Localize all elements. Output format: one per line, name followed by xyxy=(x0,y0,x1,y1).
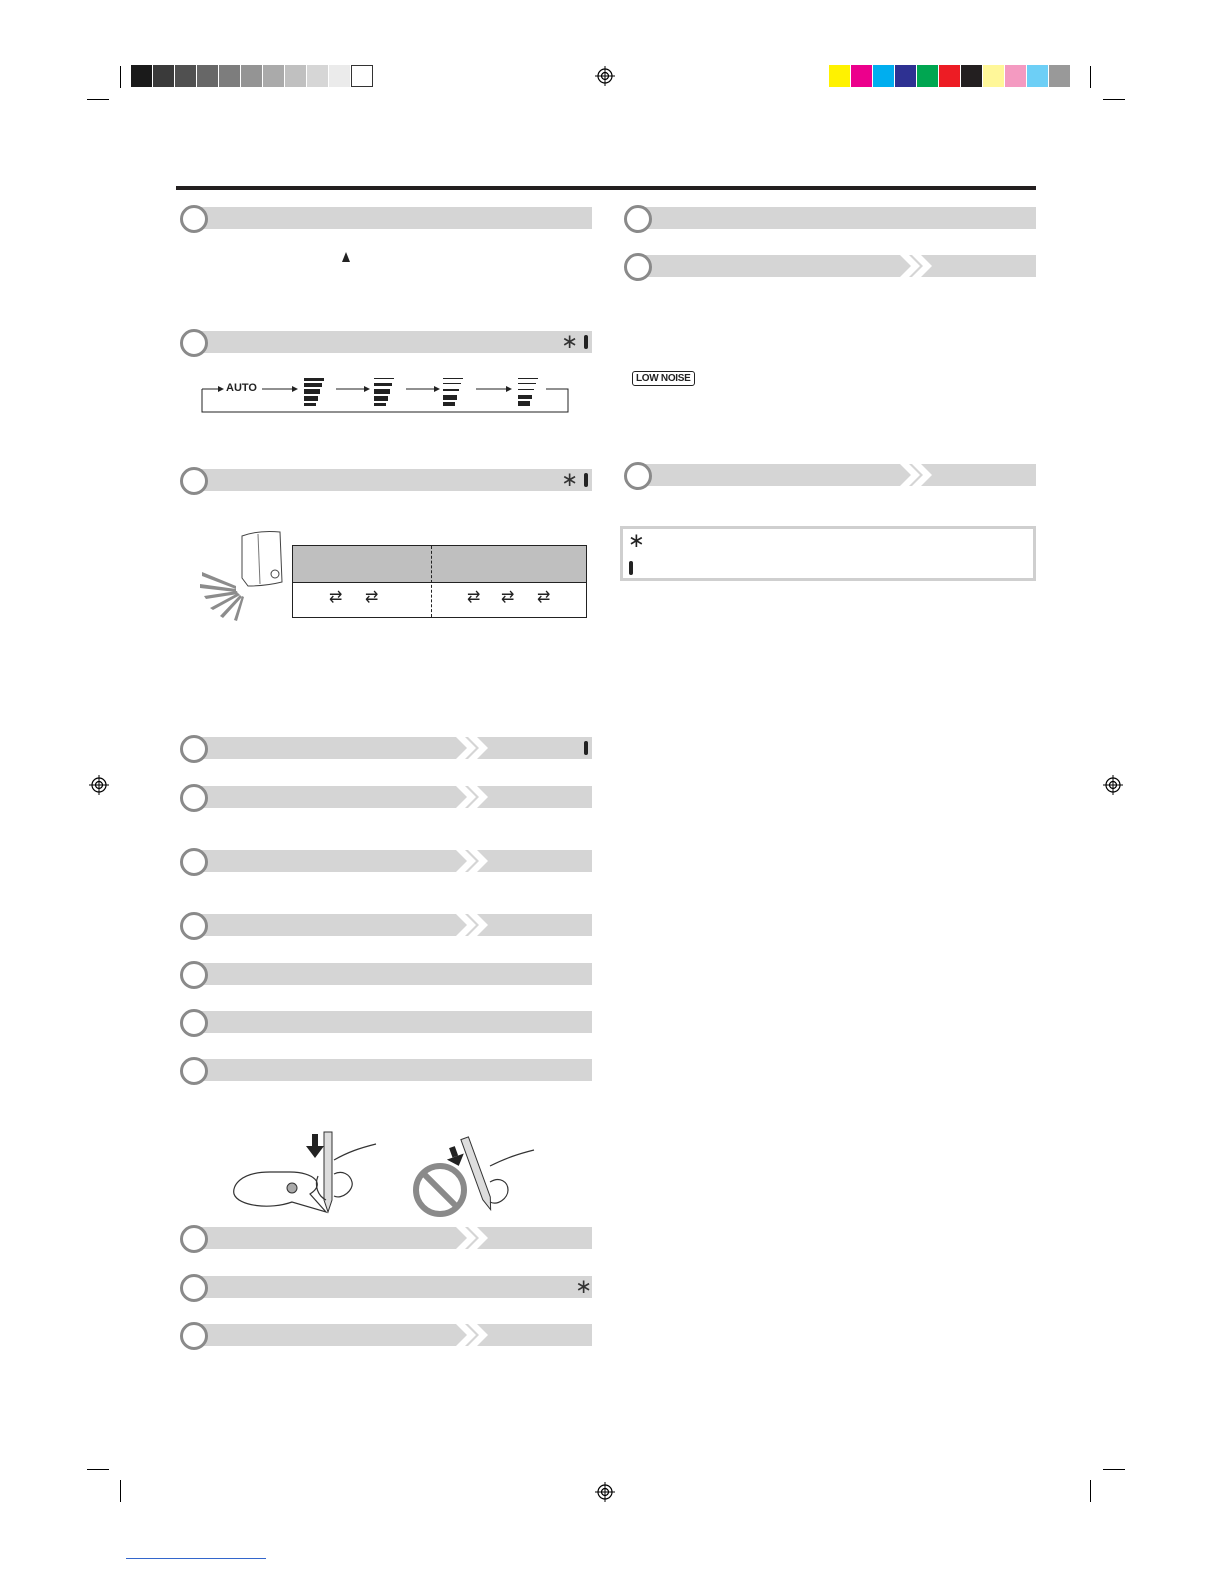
section-bullet-icon xyxy=(180,205,208,233)
color-swatch xyxy=(873,65,895,87)
asterisk-icon: ∗ xyxy=(628,530,645,552)
crop-mark xyxy=(120,66,121,88)
crop-mark xyxy=(120,1480,121,1502)
section-header xyxy=(180,963,592,985)
color-swatch xyxy=(153,65,175,87)
section-header xyxy=(180,1227,592,1249)
section-header xyxy=(180,914,592,936)
color-swatch xyxy=(351,65,373,87)
color-swatch xyxy=(131,65,153,87)
swap-arrow-icon: ⇄ xyxy=(467,589,481,606)
chevron-right-icon xyxy=(456,914,496,936)
crop-mark xyxy=(87,99,109,100)
section-header xyxy=(180,786,592,808)
section-header xyxy=(624,464,1036,486)
swap-arrow-icon: ⇄ xyxy=(501,589,515,606)
section-bullet-icon xyxy=(180,848,208,876)
registration-mark-icon xyxy=(595,66,615,86)
crop-mark xyxy=(1103,1469,1125,1470)
low-noise-badge: LOW NOISE xyxy=(632,371,695,386)
indoor-unit-louver-illustration xyxy=(196,528,288,622)
section-header xyxy=(180,737,592,759)
asterisk-icon: ∗ xyxy=(561,331,578,353)
chevron-right-icon xyxy=(900,464,940,486)
color-swatch xyxy=(241,65,263,87)
section-bullet-icon xyxy=(180,1057,208,1085)
chevron-right-icon xyxy=(900,255,940,277)
section-bullet-icon xyxy=(624,253,652,281)
fan-level-2-icon xyxy=(443,378,463,406)
swap-arrow-icon: ⇄ xyxy=(329,589,343,606)
page-top-rule xyxy=(176,186,1036,190)
color-swatch xyxy=(285,65,307,87)
section-header xyxy=(624,255,1036,277)
section-bullet-icon xyxy=(180,467,208,495)
section-bullet-icon xyxy=(180,784,208,812)
color-swatch xyxy=(219,65,241,87)
color-swatch xyxy=(307,65,329,87)
section-header xyxy=(180,1324,592,1346)
airflow-direction-table xyxy=(292,545,587,618)
color-swatch xyxy=(263,65,285,87)
indicator-pill-icon xyxy=(584,473,588,487)
color-swatch xyxy=(895,65,917,87)
swap-arrow-icon: ⇄ xyxy=(365,589,379,606)
section-header-airflow-direction xyxy=(180,469,592,491)
chevron-right-icon xyxy=(456,786,496,808)
crop-mark xyxy=(1090,1480,1091,1502)
fan-auto-label: AUTO xyxy=(226,382,257,394)
color-swatch xyxy=(197,65,219,87)
color-swatch xyxy=(917,65,939,87)
section-bullet-icon xyxy=(624,205,652,233)
color-swatch xyxy=(1027,65,1049,87)
fan-level-1-icon xyxy=(518,378,538,406)
color-swatch xyxy=(1005,65,1027,87)
up-triangle-icon xyxy=(342,252,350,262)
notes-box xyxy=(620,526,1036,581)
indicator-pill-icon xyxy=(584,741,588,755)
section-bullet-icon xyxy=(180,961,208,989)
asterisk-icon: ∗ xyxy=(575,1276,592,1298)
chevron-right-icon xyxy=(456,1324,496,1346)
section-bullet-icon xyxy=(180,735,208,763)
prohibited-pen-illustration xyxy=(410,1136,540,1220)
section-header-fan-speed xyxy=(180,331,592,353)
registration-mark-icon xyxy=(1103,775,1123,795)
registration-mark-icon xyxy=(89,775,109,795)
color-swatch xyxy=(961,65,983,87)
chevron-right-icon xyxy=(456,1227,496,1249)
fan-level-3-icon xyxy=(374,378,394,406)
registration-mark-icon xyxy=(595,1482,615,1502)
section-bullet-icon xyxy=(624,462,652,490)
swap-arrow-icon: ⇄ xyxy=(537,589,551,606)
section-header xyxy=(180,1011,592,1033)
indicator-pill-icon xyxy=(629,561,633,575)
section-header xyxy=(180,207,592,229)
fan-level-4-icon xyxy=(304,378,324,406)
section-bullet-icon xyxy=(180,329,208,357)
crop-mark xyxy=(1103,99,1125,100)
color-swatch xyxy=(1049,65,1071,87)
section-bullet-icon xyxy=(180,1225,208,1253)
section-header xyxy=(180,1059,592,1081)
section-bullet-icon xyxy=(180,1009,208,1037)
color-swatch xyxy=(829,65,851,87)
chevron-right-icon xyxy=(456,850,496,872)
section-bullet-icon xyxy=(180,1274,208,1302)
indicator-pill-icon xyxy=(584,335,588,349)
pen-press-reset-illustration xyxy=(230,1130,382,1216)
process-color-bar xyxy=(829,65,1071,87)
color-swatch xyxy=(175,65,197,87)
footer-underline xyxy=(126,1558,266,1559)
table-divider xyxy=(431,546,432,617)
grayscale-color-bar xyxy=(131,65,373,87)
crop-mark xyxy=(1090,66,1091,88)
color-swatch xyxy=(983,65,1005,87)
color-swatch xyxy=(851,65,873,87)
table-header-row xyxy=(293,546,586,583)
section-header xyxy=(624,207,1036,229)
section-bullet-icon xyxy=(180,912,208,940)
color-swatch xyxy=(939,65,961,87)
section-header xyxy=(180,850,592,872)
section-bullet-icon xyxy=(180,1322,208,1350)
asterisk-icon: ∗ xyxy=(561,469,578,491)
crop-mark xyxy=(87,1469,109,1470)
chevron-right-icon xyxy=(456,737,496,759)
section-header xyxy=(180,1276,592,1298)
color-swatch xyxy=(329,65,351,87)
